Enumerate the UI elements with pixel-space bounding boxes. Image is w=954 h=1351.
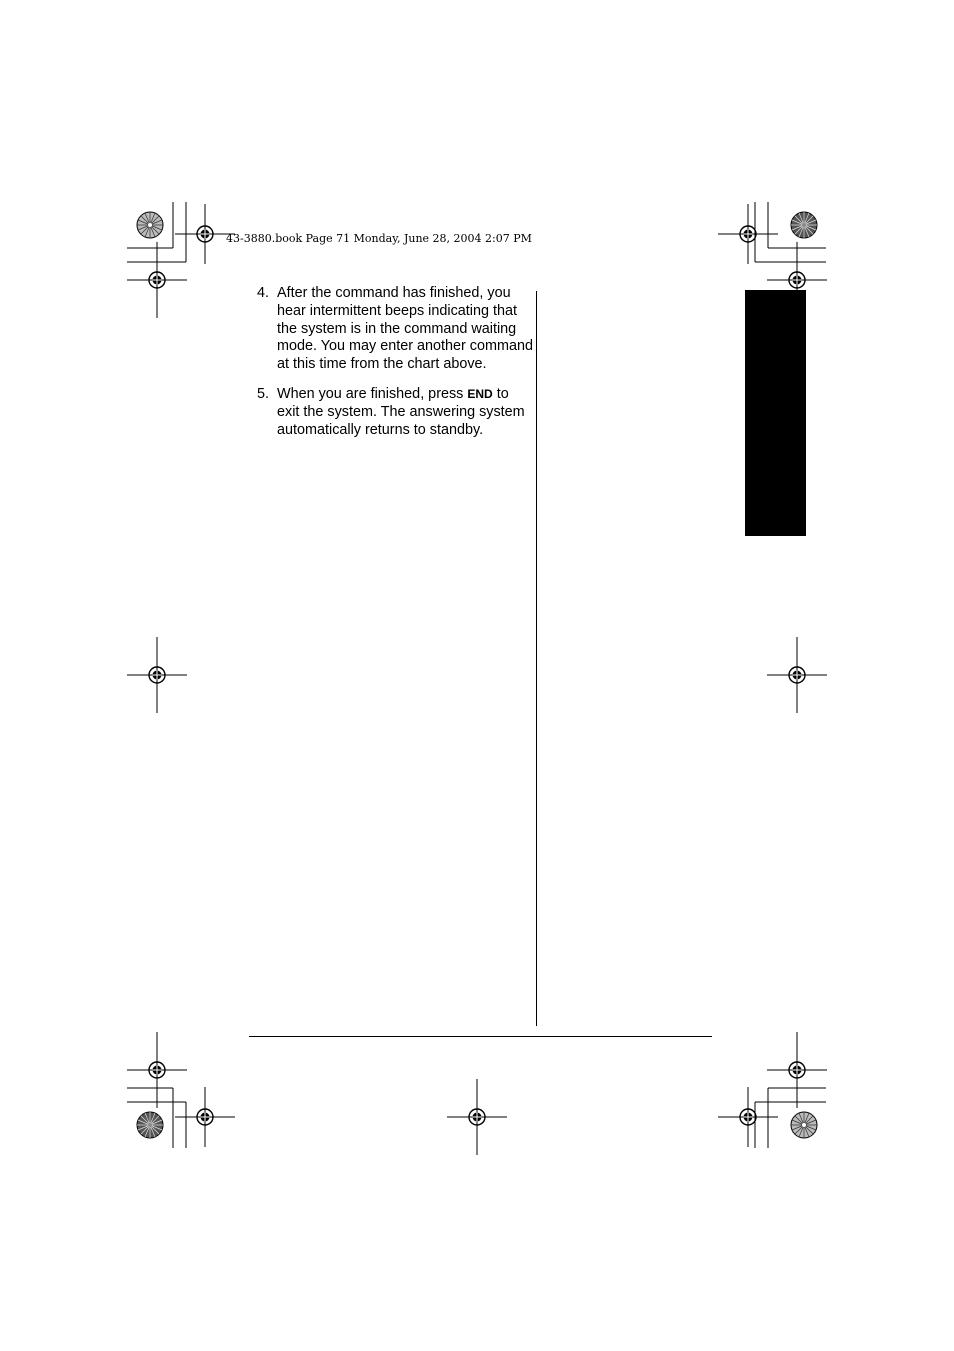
section-thumb-tab xyxy=(745,290,806,536)
print-slug: 43-3880.book Page 71 Monday, June 28, 2004 2:07 PM xyxy=(226,232,532,245)
starburst-wheel-icon xyxy=(137,212,163,238)
registration-crosshair-icon xyxy=(718,204,778,264)
registration-crosshair-icon xyxy=(447,1079,507,1155)
step-text: After the command has finished, you hear intermittent beeps indicating that the system is in the command waiting mode. You may enter another command at this time from the chart above. xyxy=(277,285,533,373)
step-number: 4. xyxy=(257,285,270,301)
registration-crosshair-icon xyxy=(767,1032,827,1108)
registration-crosshair-icon xyxy=(175,1087,235,1147)
step-5 xyxy=(250,386,535,439)
column-divider xyxy=(536,291,537,1026)
step-4 xyxy=(250,285,535,374)
footer-rule xyxy=(249,1036,712,1037)
registration-crosshair-icon xyxy=(718,1087,778,1147)
key-label-end: END xyxy=(467,386,493,401)
starburst-wheel-icon xyxy=(791,212,817,238)
instruction-steps xyxy=(250,285,535,451)
step-text-before: When you are finished, press xyxy=(277,385,468,402)
registration-crosshair-icon xyxy=(127,1032,187,1108)
starburst-wheel-icon xyxy=(791,1112,817,1138)
registration-crosshair-icon xyxy=(127,637,187,713)
step-text-after: to exit the system. The answering system automatically returns to standby. xyxy=(277,385,525,438)
registration-crosshair-icon xyxy=(127,242,187,318)
registration-crosshair-icon xyxy=(767,637,827,713)
step-number: 5. xyxy=(257,385,270,402)
starburst-wheel-icon xyxy=(137,1112,163,1138)
